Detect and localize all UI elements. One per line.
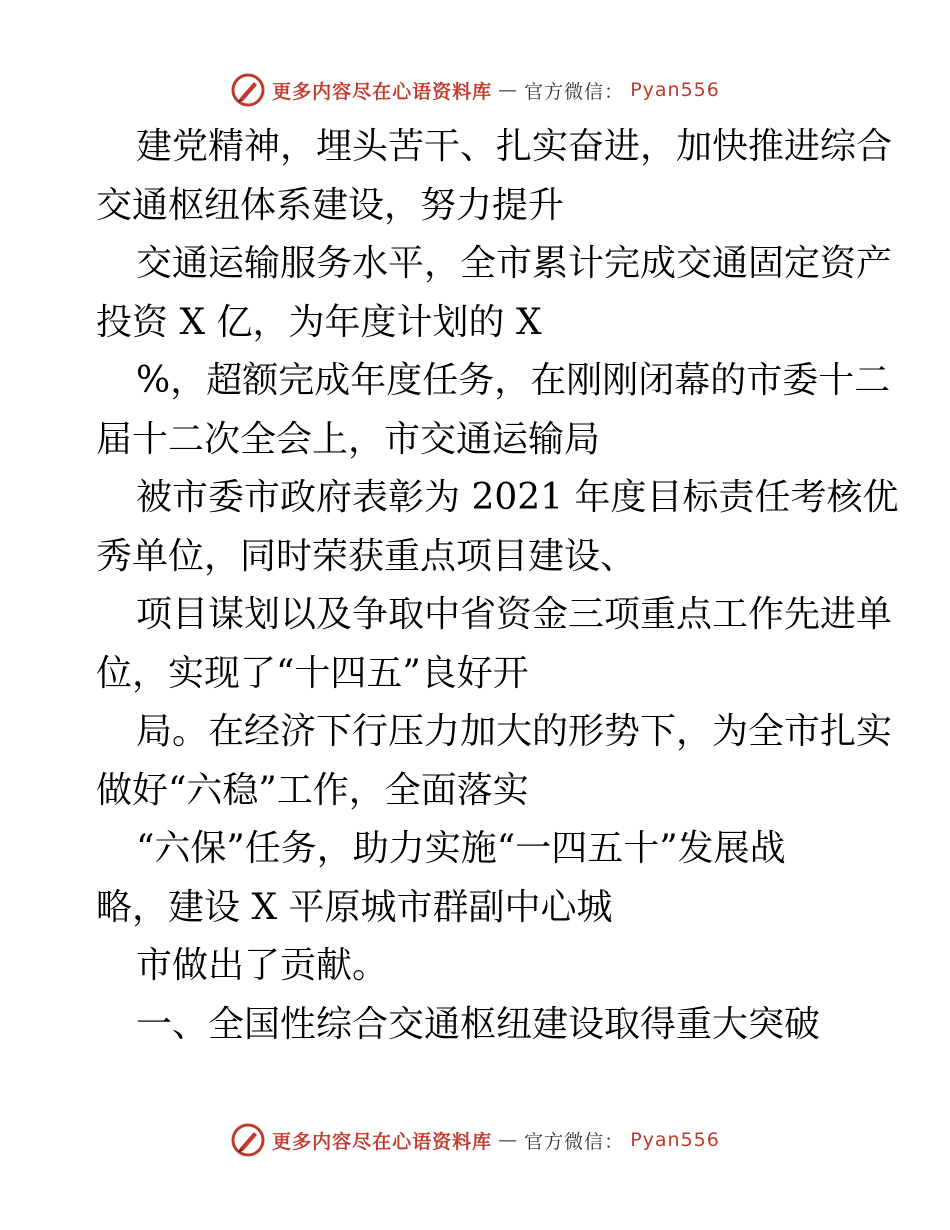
text-line: 投资 X 亿，为年度计划的 X [96,301,542,343]
document-body [96,118,899,1054]
text-line: “六保”任务，助力实施“一四五十”发展战 [136,828,786,869]
pen-circle-icon [230,1122,266,1158]
text-line: 市做出了贡献。 [136,945,389,986]
watermark-label: 官方微信： [524,1130,625,1153]
text-line: 交通运输服务水平，全市累计完成交通固定资产 [136,243,893,284]
watermark-wechat-id: Pyan556 [630,1129,720,1151]
text-line: 被市委市政府表彰为 2021 年度目标责任考核优 [136,477,899,518]
text-line: 交通枢纽体系建设，努力提升 [96,184,565,226]
watermark-brand: 更多内容尽在心语资料库 [272,80,493,103]
section-heading: 一、全国性综合交通枢纽建设取得重大突破 [136,1003,821,1045]
watermark-footer [0,1120,950,1160]
text-line: 局。在经济下行压力加大的形势下，为全市扎实 [136,711,893,752]
watermark-header [0,70,950,110]
watermark-label: 官方微信： [524,80,625,103]
watermark-separator: — [498,1129,519,1151]
text-line: 届十二次全会上，市交通运输局 [96,418,601,460]
text-line: 建党精神，埋头苦干、扎实奋进，加快推进综合 [136,126,893,167]
text-line: 项目谋划以及争取中省资金三项重点工作先进单 [136,594,893,635]
text-line: 位，实现了“十四五”良好开 [96,652,529,694]
pen-circle-icon [230,72,266,108]
watermark-separator: — [498,79,519,101]
watermark-wechat-id: Pyan556 [630,79,720,101]
text-line: 做好“六稳”工作，全面落实 [96,769,529,811]
text-line: 略，建设 X 平原城市群副中心城 [96,886,613,928]
watermark-brand: 更多内容尽在心语资料库 [272,1130,493,1153]
text-line: 秀单位，同时荣获重点项目建设、 [96,535,637,577]
text-line: %，超额完成年度任务，在刚刚闭幕的市委十二 [136,360,891,401]
